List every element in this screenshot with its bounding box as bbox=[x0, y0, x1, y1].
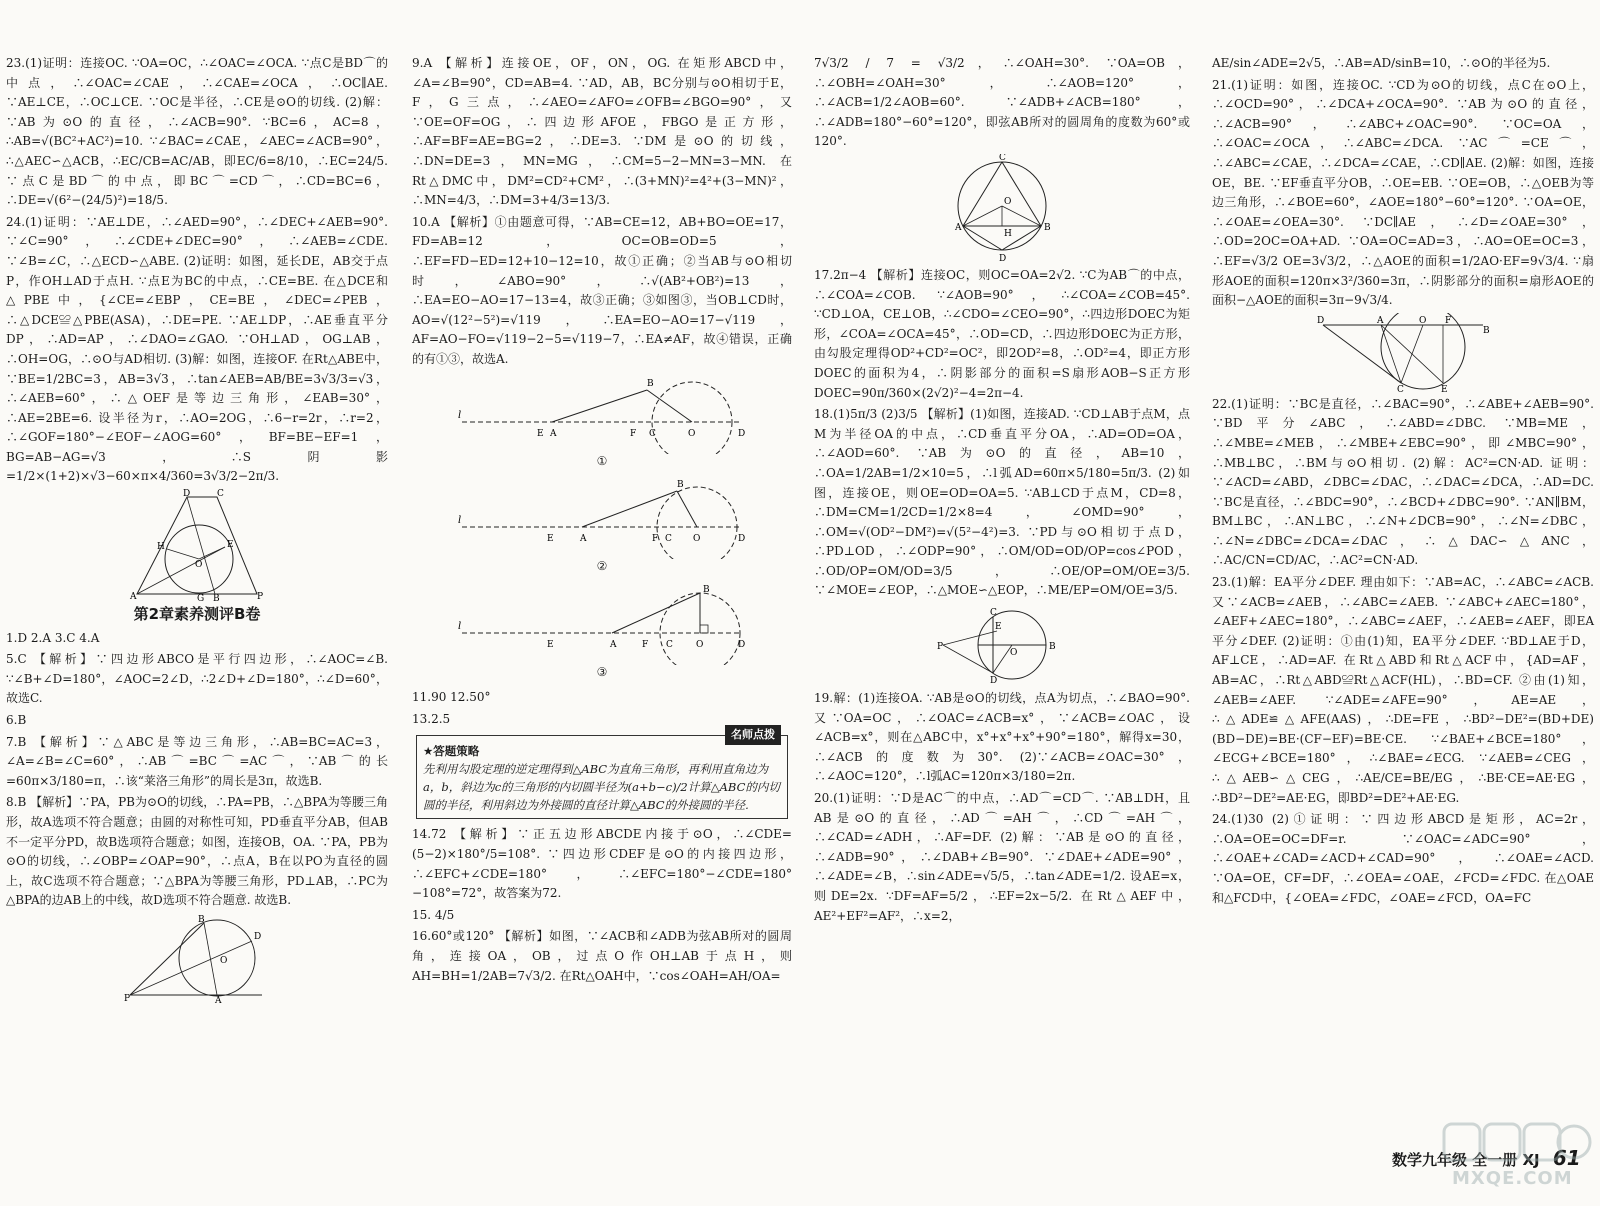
svg-text:l: l bbox=[458, 515, 462, 527]
answers-11-12: 11.90 12.50° bbox=[412, 690, 491, 705]
svg-text:H: H bbox=[1004, 228, 1012, 239]
svg-text:D: D bbox=[183, 489, 191, 500]
svg-text:C: C bbox=[649, 428, 656, 439]
svg-text:A: A bbox=[1377, 315, 1384, 326]
svg-text:C: C bbox=[1397, 384, 1404, 393]
answer-17: 17.2π−4 【解析】连接OC，则OC=OA=2√2. ∵C为AB⌒的中点，∴∠COA=∠COB. ∵∠AOB=90°，∴∠COA=∠COB=45°. ∵CD⊥OA，CE⊥OB，∴∠CDO=∠CEO=90°，∴四边形DOEC为矩形，∠COA=∠OCA=45°，∴OD=CD，∴四边形DOEC为正方形，由勾股定理得OD²+CD²=OC²，即2OD²=8，∴OD²=4，即正方形DOEC的面积为4，∴阴影部分的面积=S扇形AOB−S正方形DOEC=90π/360×(2√2)²−4=2π−4. bbox=[814, 267, 1190, 400]
figure-q16-circle bbox=[947, 154, 1057, 264]
watermark-logo bbox=[1404, 1118, 1594, 1200]
column-1 bbox=[6, 54, 388, 1005]
section-heading: 第2章素养测评B卷 bbox=[133, 605, 261, 624]
figure-q10-2 bbox=[452, 477, 752, 559]
svg-text:F: F bbox=[642, 639, 649, 650]
tip-box bbox=[416, 728, 788, 819]
svg-text:O: O bbox=[220, 955, 228, 966]
svg-text:A: A bbox=[215, 995, 222, 1003]
answer-20-continued: AE/sin∠ADE=2√5，∴AB=AD/sinB=10，∴⊙O的半径为5. bbox=[1212, 56, 1551, 70]
answer-10: 10.A 【解析】①由题意可得，∵AB=CE=12，AB+BO=OE=17，FD=AB=12，OC=OB=OD=5，∴EF=FD−ED=12+10−12=10，故①正确；②当AB与⊙O相切时，∠ABO=90°，∴√(AB²+OB²)=13，∴EA=EO−AO=17−13=4，故③正确；③如图③，当OB⊥CD时，AO=√(12²−5²)=√119，∴EA=EO−AO=17−√119，AF=AO−FO=√119−2−5=√119−7，∴EA≠AF，故④错误，正确的有①③，故选A. bbox=[412, 214, 792, 366]
svg-text:D: D bbox=[254, 931, 262, 942]
svg-text:O: O bbox=[1010, 648, 1018, 659]
answer-15: 15. 4/5 bbox=[412, 907, 455, 922]
svg-text:O: O bbox=[688, 428, 696, 439]
figure-label-1: ① bbox=[596, 453, 608, 468]
answer-8: 8.B 【解析】∵PA，PB为⊙O的切线，∴PA=PB，∴△BPA为等腰三角形，故A选项不符合题意；由圆的对称性可知，PD垂直平分AB，但AB不一定平分PD，故B选项符合题意；如图，连接OB，OA. ∵PA，PB为⊙O的切线，∴∠OBP=∠OAP=90°，∴点A，B在以PO为直径的圆上，故C选项不符合题意；∵△BPA为等腰三角形，PD⊥AB，∴PC为△BPA的边AB上的中线，故D选项不符合题意. 故选B. bbox=[6, 795, 388, 908]
svg-text:A: A bbox=[550, 428, 557, 439]
svg-text:E: E bbox=[537, 428, 544, 439]
answer-14: 14.72 【解析】∵正五边形ABCDE内接于⊙O，∴∠CDE=(5−2)×180°/5=108°. ∵四边形CDEF是⊙O的内接四边形，∴∠EFC+∠CDE=180°，∴∠EFC=180°−∠CDE=180°−108°=72°，故答案为72. bbox=[412, 827, 792, 901]
footer-text: 数学九年级 全一册 XJ bbox=[1392, 1151, 1540, 1169]
figure-q10-3 bbox=[452, 583, 752, 665]
svg-text:A: A bbox=[580, 534, 587, 545]
svg-text:H: H bbox=[157, 542, 165, 553]
answers-1-4: 1.D 2.A 3.C 4.A bbox=[6, 630, 100, 645]
svg-text:C: C bbox=[217, 489, 224, 500]
svg-text:A: A bbox=[610, 639, 617, 650]
svg-text:O: O bbox=[195, 560, 203, 571]
watermark-icon bbox=[1404, 1118, 1594, 1168]
svg-text:C: C bbox=[666, 639, 673, 650]
svg-text:E: E bbox=[1441, 384, 1448, 393]
svg-text:G: G bbox=[197, 594, 205, 602]
svg-text:F: F bbox=[1445, 315, 1452, 326]
answer-24: 24.(1)证明：∵AE⊥DE，∴∠AED=90°，∴∠DEC+∠AEB=90°. ∵∠C=90°，∴∠CDE+∠DEC=90°，∴∠AEB=∠CDE. ∵∠B=∠C，∴△ECD∽△ABE. (2)证明：如图，延长DE，AB交于点P，作OH⊥AD于点H. ∵点E为BC的中点，∴CE=BE. 在△DCE和△PBE中，{∠CE=∠EBP，CE=BE，∠DEC=∠PEB，∴△DCE≌△PBE(ASA)，∴DE=PE. ∵AE⊥DP，∴AE垂直平分DP，∴AD=AP，∴∠DAO=∠GAO. ∵OH⊥AD，OG⊥AB，∴OH=OG，∴⊙O与AD相切. (3)解：如图，连接OF. 在Rt△ABE中，∵BE=1/2BC=3，AB=3√3，∴tan∠AEB=AB/BE=3√3/3=√3，∴∠AEB=60°，∴△OEF是等边三角形，∠EAB=30°，∴AE=2BE=6. 设半径为r，∴AO=2OG，∴6−r=2r，∴r=2，∴∠GOF=180°−∠EOF−∠AOG=60°，BF=BE−EF=1，BG=AB−AG=√3，∴S阴影=1/2×(1+2)×√3−60×π×4/360=3√3/2−2π/3. bbox=[6, 214, 388, 484]
tip-title: ★答题策略 bbox=[423, 744, 480, 759]
column-2 bbox=[412, 54, 792, 988]
svg-text:C: C bbox=[999, 153, 1006, 163]
svg-text:C: C bbox=[990, 608, 997, 619]
svg-text:D: D bbox=[990, 676, 998, 687]
tip-badge: 名师点拨 bbox=[725, 725, 781, 745]
svg-text:B: B bbox=[677, 480, 684, 491]
answer-16-continued: 7√3/2 / 7 = √3/2，∴∠OAH=30°. ∵OA=OB，∴∠OBH=∠OAH=30°，∴∠AOB=120°，∴∠ACB=1/2∠AOB=60°. ∵∠ADB+∠ACB=180°，∴∠ADB=180°−60°=120°，即弦AB所对的圆周角的度数为60°或120°. bbox=[814, 56, 1190, 149]
answer-20: 20.(1)证明：∵D是AC⌒的中点，∴AD⌒=CD⌒. ∵AB⊥DH，且AB是⊙O的直径，∴AD⌒=AH⌒，∴CD⌒=AH⌒，∴∠CAD=∠ADH，∴AF=DF. (2)解：∵AB是⊙O的直径，∴∠ADB=90°，∴∠DAB+∠B=90°. ∵∠DAE+∠ADE=90°，∴∠ADE=∠B，∴sin∠ADE=√5/5，∴tan∠ADE=1/2. 设AE=x，则DE=2x. ∵DF=AF=5/2，∴EF=2x−5/2. 在Rt△AEF中，AE²+EF²=AF²，∴x=2， bbox=[814, 791, 1190, 923]
figure-label-2: ② bbox=[596, 559, 608, 574]
answer-7: 7.B 【解析】∵△ABC是等边三角形，∴AB=BC=AC=3，∠A=∠B=∠C=60°，∴AB⌒=BC⌒=AC⌒，∵AB⌒的长=60π×3/180=π，∴该“莱洛三角形”的周长是3π，故选B. bbox=[6, 734, 388, 788]
answer-16: 16.60°或120° 【解析】如图，∵∠ACB和∠ADB为弦AB所对的圆周角，连接OA，OB，过点O作OH⊥AB于点H，则AH=BH=1/2AB=7√3/2. 在Rt△OAH中，∵cos∠OAH=AH/OA= bbox=[412, 929, 792, 983]
svg-text:O: O bbox=[1004, 196, 1012, 207]
figure-q10-1 bbox=[452, 372, 752, 454]
svg-text:D: D bbox=[1317, 315, 1325, 326]
tip-text: 先利用勾股定理的逆定理得到△ABC为直角三角形，再利用直角边为a，b，斜边为c的三角形的内切圆半径为(a+b−c)/2计算△ABC的内切圆的半径，利用斜边为外接圆的直径计算△ABC的外接圆的半径. bbox=[423, 762, 780, 813]
answer-19: 19.解：(1)连接OA. ∵AB是⊙O的切线，点A为切点，∴∠BAO=90°. 又∵OA=OC，∴∠OAC=∠ACB=x°，∵∠ACB=∠OAC，设∠ACB=x°，则在△ABC中，x°+x°+x°+90°=180°，解得x=30，∴∠ACB的度数为30°. (2)∵∠ACB=∠OAC=30°，∴∠AOC=120°，∴l弧AC=120π×3/180=2π. bbox=[814, 691, 1190, 784]
figure-q8-tangents bbox=[122, 913, 272, 1003]
svg-text:E: E bbox=[995, 622, 1002, 633]
svg-text:E: E bbox=[547, 534, 554, 545]
svg-text:l: l bbox=[458, 620, 462, 632]
svg-text:A: A bbox=[955, 222, 962, 233]
svg-text:B: B bbox=[703, 584, 710, 595]
svg-text:O: O bbox=[1419, 315, 1427, 326]
svg-text:E: E bbox=[547, 639, 554, 650]
svg-text:P: P bbox=[937, 642, 944, 653]
svg-text:D: D bbox=[738, 639, 746, 650]
svg-text:E: E bbox=[227, 540, 234, 551]
figure-q21-circle bbox=[1313, 313, 1493, 393]
svg-text:A: A bbox=[130, 592, 137, 602]
svg-text:O: O bbox=[696, 639, 704, 650]
answer-23: 23.(1)证明：连接OC. ∵OA=OC，∴∠OAC=∠OCA. ∵点C是BD⌒的中点，∴∠OAC=∠CAE，∴∠CAE=∠OCA，∴OC∥AE. ∵AE⊥CE，∴OC⊥CE. ∵OC是半径，∴CE是⊙O的切线. (2)解：∵AB为⊙O的直径，∴∠ACB=90°. ∵BC=6，AC=8，∴AB=√(BC²+AC²)=10. ∵∠BAC=∠CAE，∠AEC=∠ACB=90°，∴△AEC∽△ACB，∴EC/CB=AC/AB，即EC/6=8/10，∴EC=24/5. ∵点C是BD⌒的中点，即BC⌒=CD⌒，∴CD=BC=6，∴DE=√(6²−(24/5)²)=18/5. bbox=[6, 56, 388, 208]
figure-q24-trapezoid-circle bbox=[127, 489, 267, 601]
answer-9: 9.A 【解析】连接OE，OF，ON，OG. 在矩形ABCD中，∠A=∠B=90°，CD=AB=4. ∵AD，AB，BC分别与⊙O相切于E，F，G三点，∴∠AEO=∠AFO=∠OFB=∠BGO=90°，又∵OE=OF=OG，∴四边形AFOE，FBGO是正方形，∴AF=BF=AE=BG=2，∴DE=3. ∵DM是⊙O的切线，∴DN=DE=3，MN=MG，∴CM=5−2−MN=3−MN. 在Rt△DMC中，DM²=CD²+CM²，∴(3+MN)²=4²+(3−MN)²，∴MN=4/3，∴DM=3+4/3=13/3. bbox=[412, 56, 792, 208]
svg-text:P: P bbox=[257, 592, 264, 602]
svg-text:F: F bbox=[630, 428, 637, 439]
column-3 bbox=[814, 54, 1190, 928]
svg-text:B: B bbox=[198, 914, 205, 925]
answer-23: 23.(1)解：EA平分∠DEF. 理由如下：∵AB=AC，∴∠ABC=∠ACB. 又∵∠ACB=∠AEB，∴∠ABC=∠AEB. ∵∠ABC+∠AEC=180°，∠AEF+∠AEC=180°，∴∠ABC=∠AEF，∴∠AEB=∠AEF，即EA平分∠DEF. (2)证明：①由(1)知，EA平分∠DEF. ∵BD⊥AE于D，AF⊥CE，∴AD=AF. 在Rt△ABD和Rt△ACF中，{AD=AF，AB=AC，∴Rt△ABD≌Rt△ACF(HL)，∴BD=CF. ②由(1)知，∠AEB=∠AEF. ∵∠ADE=∠AFE=90°，AE=AE，∴△ADE≌△AFE(AAS)，∴DE=FE，∴BD²−DE²=(BD+DE)(BD−DE)=BE·(CF−EF)=BE·CE. ∵∠BAE+∠BCE=180°，∠ECG+∠BCE=180°，∴∠BAE=∠ECG. ∵∠AEB=∠CEG，∴△AEB∽△CEG，∴AE/CE=BE/EG，∴BE·CE=AE·EG，∴BD²−DE²=AE·EG，即BD²=DE²+AE·EG. bbox=[1212, 575, 1594, 805]
svg-text:O: O bbox=[693, 534, 701, 545]
svg-text:D: D bbox=[738, 534, 746, 545]
answer-24: 24.(1)30 (2)①证明：∵四边形ABCD是矩形，AC=2r，∴OA=OE=OC=DF=r. ∵∠OAC=∠ADC=90°，∴∠OAE+∠CAD=∠ACD+∠CAD=90°，∴∠OAE=∠ACD. ∵OA=OE，CF=DF，∴∠OEA=∠OAE，∠FCD=∠FDC. 在△OAE和△FCD中，{∠OEA=∠FDC，∠OAE=∠FCD，OA=FC bbox=[1212, 812, 1594, 905]
page-number: 61 bbox=[1552, 1146, 1581, 1170]
svg-text:B: B bbox=[1049, 642, 1056, 653]
svg-text:D: D bbox=[738, 428, 746, 439]
svg-text:B: B bbox=[1483, 325, 1490, 336]
answer-6: 6.B bbox=[6, 713, 27, 728]
svg-text:l: l bbox=[458, 409, 462, 421]
answer-22: 22.(1)证明：∵BC是直径，∴∠BAC=90°，∴∠ABE+∠AEB=90°. ∵BD平分∠ABC，∴∠ABD=∠DBC. ∵MB=ME，∴∠MBE=∠MEB，∴∠MBE+∠EBC=90°，即∠MBC=90°，∴MB⊥BC，∴BM与⊙O相切. (2)解：AC²=CN·AD. 证明：∵∠ACD=∠ABD，∠DBC=∠DAC，∴∠DAC=∠DCA，∴AD=DC. ∵BC是直径，∴∠BDC=90°，∴∠BCD+∠DBC=90°. ∵AN∥BM，BM⊥BC，∴AN⊥BC，∴∠N+∠DCB=90°，∴∠N=∠DBC，∴∠N=∠DBC=∠DCA=∠DAC，∴△DAC∽△ANC，∴AC/CN=CD/AC，∴AC²=CN·AD. bbox=[1212, 396, 1594, 568]
svg-text:P: P bbox=[124, 993, 131, 1003]
svg-text:C: C bbox=[665, 534, 672, 545]
answer-13: 13.2.5 bbox=[412, 711, 451, 726]
answer-18: 18.(1)5π/3 (2)3/5 【解析】(1)如图，连接AD. ∵CD⊥AB于点M，点M为半径OA的中点，∴CD垂直平分OA，∴AD=OD=OA，∴∠AOD=60°. ∵AB为⊙O的直径，AB=10，∴OA=1/2AB=1/2×10=5，∴l弧AD=60π×5/180=5π/3. (2)如图，连接OE，则OE=OD=OA=5. ∵AB⊥CD于点M，CD=8，∴DM=CM=1/2CD=1/2×8=4，∠OMD=90°，∴OM=√(OD²−DM²)=√(5²−4²)=3. ∵PD与⊙O相切于点D，∴PD⊥OD，∴∠ODP=90°，∴OM/OD=OD/OP=cos∠POD，∴OD/OP=OM/OD=3/5，∴OE/OP=OM/OE=3/5. ∵∠MOE=∠EOP，∴△MOE∽△EOP，∴ME/EP=OM/OE=3/5. bbox=[814, 407, 1190, 598]
answer-21: 21.(1)证明：如图，连接OC. ∵CD为⊙O的切线，点C在⊙O上，∴∠OCD=90°，∴∠DCA+∠OCA=90°. ∵AB为⊙O的直径，∴∠ACB=90°，∴∠ABC+∠OAC=90°. ∵OC=OA，∴∠OAC=∠OCA，∴∠ABC=∠DCA. ∵AC⌒=CE⌒，∴∠ABC=∠CAE，∴∠DCA=∠CAE，∴CD∥AE. (2)解：如图，连接OE，BE. ∵EF垂直平分OB，∴OE=EB. ∵OE=OB，∴△OEB为等边三角形，∴∠BOE=60°，∠AOE=180°−60°=120°. ∵OA=OE，∴∠OAE=∠OEA=30°. ∵DC∥AE，∴∠D=∠OAE=30°，∴OD=2OC=OA+AD. ∵OA=OC=AD=3，∴AO=OE=OC=3，∴EF=√3/2 OE=3√3/2，∴△AOE的面积=1/2AO·EF=9√3/4. ∵扇形AOE的面积=120π×3²/360=3π，∴阴影部分的面积=扇形AOE的面积−△AOE的面积=3π−9√3/4. bbox=[1212, 77, 1594, 308]
svg-text:B: B bbox=[1044, 222, 1051, 233]
figure-q18-circle bbox=[937, 603, 1067, 687]
answer-5: 5.C 【解析】∵四边形ABCO是平行四边形，∴∠AOC=∠B. ∵∠B+∠D=180°，∠AOC=2∠D，∴2∠D+∠D=180°，∴∠D=60°，故选C. bbox=[6, 652, 388, 706]
svg-text:D: D bbox=[999, 253, 1007, 264]
column-4 bbox=[1212, 54, 1594, 910]
figure-label-3: ③ bbox=[596, 664, 608, 679]
svg-text:F: F bbox=[652, 534, 659, 545]
watermark-text: MXQE.COM bbox=[1452, 1168, 1573, 1189]
svg-text:B: B bbox=[213, 594, 220, 602]
svg-text:B: B bbox=[647, 378, 654, 389]
